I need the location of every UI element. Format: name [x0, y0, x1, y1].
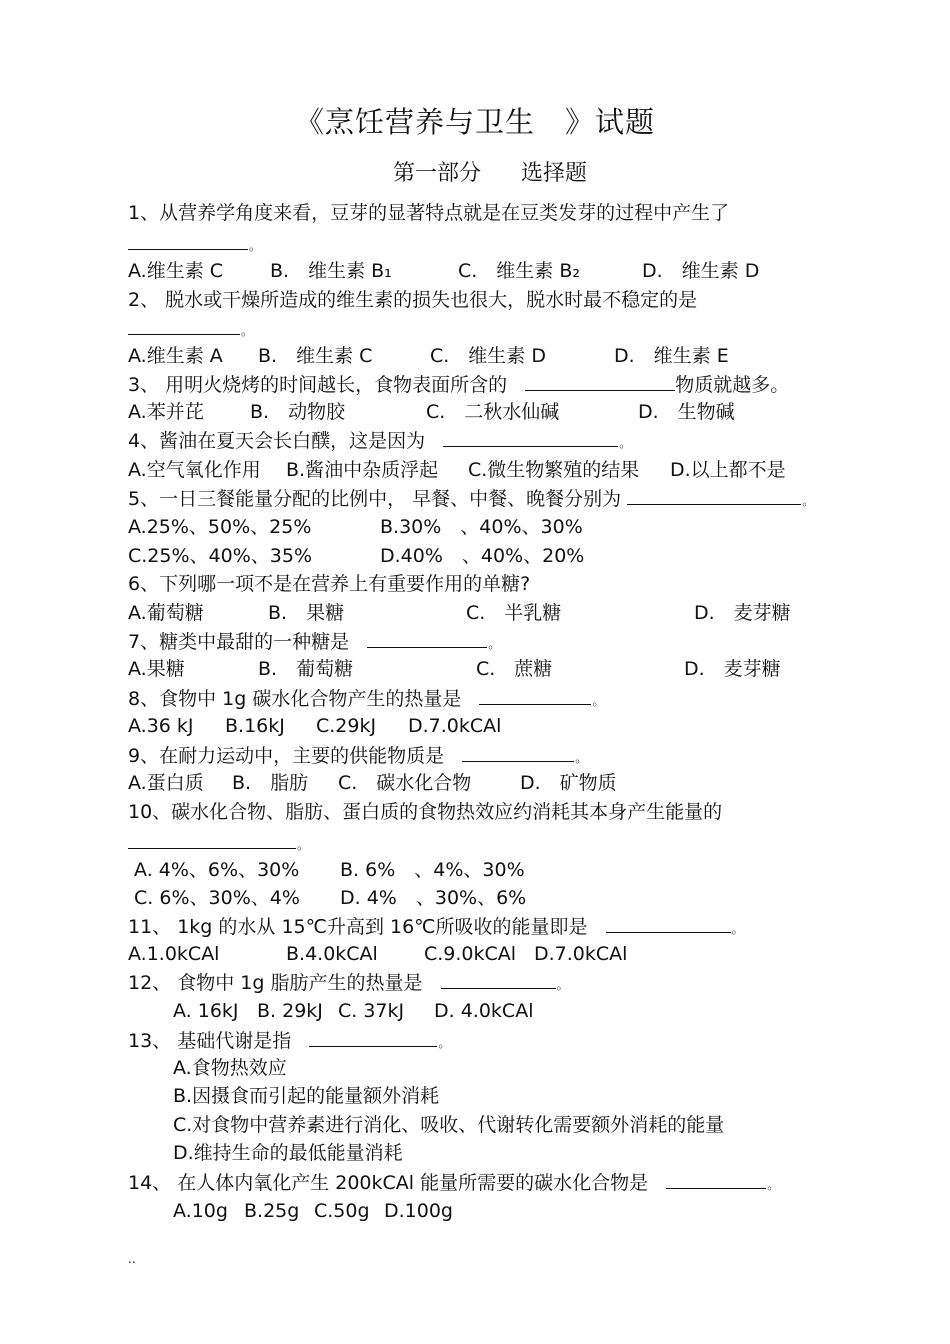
answer-blank: [367, 629, 487, 648]
option: D. 矿物质: [520, 772, 617, 794]
option: B.16kJ: [225, 715, 285, 737]
answer-blank: [666, 1170, 766, 1189]
answer-blank: [128, 316, 240, 335]
question-stem: 3、 用明火烧烤的时间越长，食物表面所含的 物质就越多。: [128, 374, 790, 396]
answer-blank: [606, 914, 731, 933]
option: D.以上都不是: [670, 459, 786, 481]
option: B. 6% 、4%、30%: [340, 859, 525, 881]
answer-blank: [627, 486, 801, 505]
question-stem: 5、一日三餐能量分配的比例中， 早餐、中餐、晚餐分别为 。: [128, 488, 815, 510]
option: D.7.0kCAl: [534, 943, 628, 965]
option: A.蛋白质: [128, 772, 204, 794]
option: B. 葡萄糖: [258, 658, 354, 680]
option: A.果糖: [128, 658, 185, 680]
question-stem: 2、 脱水或干燥所造成的维生素的损失也很大，脱水时最不稳定的是: [128, 289, 698, 311]
option: D.100g: [384, 1200, 453, 1222]
answer-blank-line: 。: [128, 830, 309, 857]
option: C. 碳水化合物: [338, 772, 472, 794]
option: D. 维生素 D: [642, 260, 760, 282]
option: B. 29kJ: [257, 1000, 323, 1022]
option: D. 生物碱: [638, 401, 735, 423]
section-heading: [0, 156, 950, 187]
option: D. 麦芽糖: [684, 658, 781, 680]
option: D.维持生命的最低能量消耗: [173, 1142, 403, 1164]
option: C. 二秋水仙碱: [426, 401, 560, 423]
page-footer-mark: ..: [128, 1252, 136, 1266]
question-stem: 13、 基础代谢是指 。: [128, 1030, 451, 1052]
answer-blank: [443, 428, 618, 447]
option: B.因摄食而引起的能量额外消耗: [173, 1085, 440, 1107]
option: D. 4% 、30%、6%: [340, 887, 527, 909]
option: C. 维生素 D: [430, 345, 546, 367]
page-title: 《烹饪营养与卫生 》试题: [294, 105, 655, 139]
answer-blank-line: 。: [128, 231, 261, 258]
option: A.空气氧化作用: [128, 459, 261, 481]
question-stem: 12、 食物中 1g 脂肪产生的热量是 。: [128, 972, 569, 994]
option: C.29kJ: [316, 715, 377, 737]
option: A.1.0kCAl: [128, 943, 220, 965]
question-stem: 9、在耐力运动中，主要的供能物质是 。: [128, 745, 588, 767]
answer-blank: [441, 970, 556, 989]
option: D.40% 、40%、20%: [380, 545, 585, 567]
option: A.维生素 A: [128, 345, 223, 367]
option: D. 维生素 E: [614, 345, 729, 367]
option: A.36 kJ: [128, 715, 194, 737]
answer-blank: [479, 686, 591, 705]
option: B. 维生素 C: [258, 345, 373, 367]
option: B.酱油中杂质浮起: [286, 459, 439, 481]
option: A.苯并芘: [128, 401, 204, 423]
option: C.对食物中营养素进行消化、吸收、代谢转化需要额外消耗的能量: [173, 1114, 725, 1136]
option: A. 4%、6%、30%: [128, 859, 300, 881]
question-stem: 14、 在人体内氧化产生 200kCAl 能量所需要的碳水化合物是 。: [128, 1172, 780, 1194]
option: B.30% 、40%、30%: [380, 516, 583, 538]
question-stem: 11、 1kg 的水从 15℃升高到 16℃所吸收的能量即是 。: [128, 916, 744, 938]
option: C.50g: [314, 1200, 370, 1222]
option: A.食物热效应: [173, 1057, 287, 1079]
answer-blank: [128, 830, 296, 849]
option: C. 半乳糖: [466, 602, 562, 624]
question-stem: 6、下列哪一项不是在营养上有重要作用的单糖?: [128, 573, 531, 595]
option: B. 动物胶: [250, 401, 346, 423]
question-stem: 1、从营养学角度来看，豆芽的显著特点就是在豆类发芽的过程中产生了: [128, 202, 730, 224]
option: C.9.0kCAl: [424, 943, 517, 965]
question-stem: 8、食物中 1g 碳水化合物产生的热量是 。: [128, 688, 605, 710]
answer-blank: [525, 372, 675, 391]
section-part: 第一部分: [392, 161, 481, 186]
option: D. 4.0kCAl: [434, 1000, 534, 1022]
option: C. 6%、30%、4%: [128, 887, 300, 909]
question-stem: 7、糖类中最甜的一种糖是 。: [128, 631, 501, 653]
option: B. 维生素 B₁: [270, 260, 392, 282]
option: B.25g: [244, 1200, 300, 1222]
option: A.10g: [173, 1200, 228, 1222]
option: C. 37kJ: [338, 1000, 405, 1022]
option: B.4.0kCAl: [286, 943, 378, 965]
answer-blank: [309, 1028, 437, 1047]
option: C.微生物繁殖的结果: [468, 459, 640, 481]
option: D. 麦芽糖: [694, 602, 791, 624]
answer-blank-line: 。: [128, 316, 253, 343]
answer-blank: [128, 231, 248, 250]
option: A.25%、50%、25%: [128, 516, 312, 538]
option: A.葡萄糖: [128, 602, 204, 624]
section-name: 选择题: [521, 161, 588, 186]
question-stem: 10、碳水化合物、脂肪、蛋白质的食物热效应约消耗其本身产生能量的: [128, 801, 723, 823]
question-stem: 4、酱油在夏天会长白醭，这是因为 。: [128, 430, 632, 452]
option: C.25%、40%、35%: [128, 545, 312, 567]
option: B. 果糖: [268, 602, 345, 624]
option: D.7.0kCAl: [408, 715, 502, 737]
option: B. 脂肪: [232, 772, 309, 794]
option: C. 维生素 B₂: [458, 260, 580, 282]
option: A.维生素 C: [128, 260, 224, 282]
option: A. 16kJ: [173, 1000, 239, 1022]
option: C. 蔗糖: [476, 658, 553, 680]
answer-blank: [462, 743, 574, 762]
